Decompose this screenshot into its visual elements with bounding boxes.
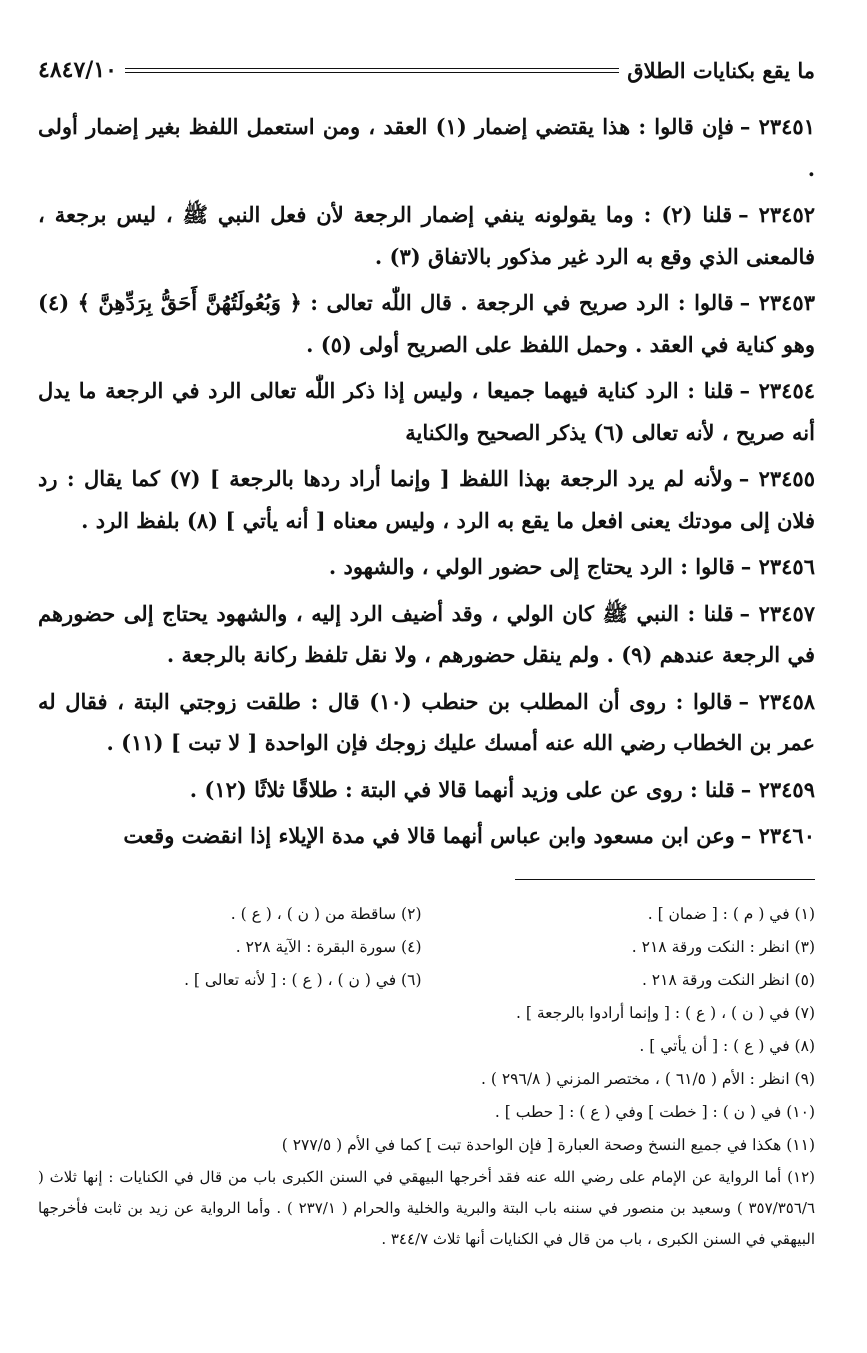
- paragraph-23458: [38, 681, 815, 764]
- footnotes-paired: [38, 898, 815, 997]
- paragraph-23455: [38, 458, 815, 541]
- paragraph-23459: [38, 769, 815, 811]
- footnote-3: (٣) انظر : النكت ورقة ٢١٨ .: [631, 938, 815, 956]
- paragraph-text: وعن ابن مسعود وابن عباس أنهما قالا في مدة الإيلاء إذا انقضت وقعت: [123, 823, 735, 848]
- footnote-8: (٨) في ( ع ) : [ أن يأتي ] .: [639, 1037, 815, 1055]
- paragraph-number: ٢٣٤٥٣ –: [739, 290, 815, 315]
- paragraph-number: ٢٣٤٥٦ –: [740, 554, 815, 579]
- paragraph-text: قالوا : روى أن المطلب بن حنطب (١٠) قال : طلقت زوجتي البتة ، فقال له عمر بن الخطاب رضي الله عنه أمسك عليك زوجك فإن الواحدة [ لا تبت ] (١١) .: [38, 688, 815, 755]
- paragraph-23454: [38, 370, 815, 453]
- paragraph-23451: [38, 106, 815, 189]
- paragraph-23452: [38, 194, 815, 277]
- paragraph-23460: [38, 815, 815, 857]
- paragraph-text: قلنا : النبي ﷺ كان الولي ، وقد أضيف الرد إليه ، والشهود يحتاج إلى حضورهم في الرجعة عندهم (٩) . ولم ينقل حضورهم ، ولا نقل تلفظ ركانة بالرجعة .: [38, 600, 815, 667]
- paragraph-number: ٢٣٤٥١ –: [739, 114, 815, 139]
- footnote-10: (١٠) في ( ن ) : [ خطت ] وفي ( ع ) : [ حطب ] .: [494, 1103, 815, 1121]
- paragraph-23457: [38, 593, 815, 676]
- header-divider: [125, 68, 619, 73]
- paragraph-number: ٢٣٤٦٠ –: [740, 823, 815, 848]
- paragraph-text: ولأنه لم يرد الرجعة بهذا اللفظ [ وإنما أراد ردها بالرجعة ] (٧) كما يقال : رد فلان إلى مودتك يعنى افعل ما يقع به الرد ، وليس معناه [ أنه يأتي ] (٨) بلفظ الرد .: [38, 466, 815, 533]
- footnote-7: (٧) في ( ن ) ، ( ع ) : [ وإنما أرادوا بالرجعة ] .: [516, 1004, 815, 1022]
- footnote-1: (١) في ( م ) : [ ضمان ] .: [647, 905, 815, 923]
- running-title: ما يقع بكنايات الطلاق: [627, 57, 815, 83]
- footnote-2: (٢) ساقطة من ( ن ) ، ( ع ) .: [230, 905, 422, 923]
- paragraph-text: قالوا : الرد صريح في الرجعة . قال اللّٰه تعالى : ﴿ وَبُعُولَتُهُنَّ أَحَقُّ بِرَدِّهِنَّ ﴾ (٤) وهو كناية في العقد . وحمل اللفظ على الصريح أولى (٥) .: [38, 290, 815, 357]
- paragraph-number: ٢٣٤٥٧ –: [739, 600, 816, 626]
- footnote-11: (١١) هكذا في جميع النسخ وصحة العبارة [ فإن الواحدة تبت ] كما في الأم ( ٢٧٧/٥ ): [281, 1136, 815, 1154]
- paragraph-number: ٢٣٤٥٢ –: [738, 202, 816, 227]
- footnote-12: (١٢) أما الرواية عن الإمام على رضي الله عنه فقد أخرجها البيهقي في السنن الكبرى باب من قال في الكنايات : إنها ثلاث ( ٣٥٧/٣٥٦/٦ ) وسعيد بن منصور في سننه باب البتة والبرية والخلية والحرام ( ٢٣٧/١ ) . وأما الرواية عن زيد بن ثابت فأخرجها البيهقي في السنن الكبرى ، باب من قال في الكنايات أنها ثلاث ٣٤٤/٧ .: [38, 1168, 816, 1248]
- page-header: [38, 50, 815, 90]
- paragraph-23456: [38, 546, 815, 588]
- footnote-9: (٩) انظر : الأم ( ٦١/٥ ) ، مختصر المزني ( ٢٩٦/٨ ) .: [481, 1070, 815, 1088]
- page-number: ٤٨٤٧/١٠: [38, 57, 117, 83]
- paragraph-23453: [38, 282, 815, 365]
- paragraph-number: ٢٣٤٥٩ –: [740, 776, 815, 802]
- footnote-5: (٥) انظر النكت ورقة ٢١٨ .: [641, 971, 815, 989]
- paragraph-number: ٢٣٤٥٥ –: [738, 466, 815, 491]
- book-page: [38, 0, 815, 1353]
- footnote-divider: [515, 879, 815, 880]
- main-text: [38, 106, 815, 862]
- footnotes: [38, 898, 815, 1255]
- paragraph-number: ٢٣٤٥٤ –: [739, 378, 816, 403]
- paragraph-text: قلنا : روى عن على وزيد أنهما قالا في البتة : طلاقًا ثلاثًا (١٢) .: [189, 776, 735, 802]
- paragraph-text: قلنا (٢) : وما يقولونه ينفي إضمار الرجعة لأن فعل النبي ﷺ ، ليس برجعة ، فالمعنى الذي وقع به الرد غير مذكور بالاتفاق (٣) .: [38, 202, 815, 269]
- footnote-6: (٦) في ( ن ) ، ( ع ) : [ لأنه تعالى ] .: [184, 971, 422, 989]
- paragraph-number: ٢٣٤٥٨ –: [738, 688, 816, 714]
- paragraph-text: قالوا : الرد يحتاج إلى حضور الولي ، والشهود .: [328, 554, 735, 579]
- footnote-4: (٤) سورة البقرة : الآية ٢٢٨ .: [235, 938, 422, 956]
- paragraph-text: قلنا : الرد كناية فيهما جميعا ، وليس إذا ذكر اللّٰه تعالى الرد في الرجعة ما يدل أنه صريح ، لأنه تعالى (٦) يذكر الصحيح والكناية: [38, 378, 815, 445]
- paragraph-text: فإن قالوا : هذا يقتضي إضمار (١) العقد ، ومن استعمل اللفظ بغير إضمار أولى .: [38, 114, 815, 181]
